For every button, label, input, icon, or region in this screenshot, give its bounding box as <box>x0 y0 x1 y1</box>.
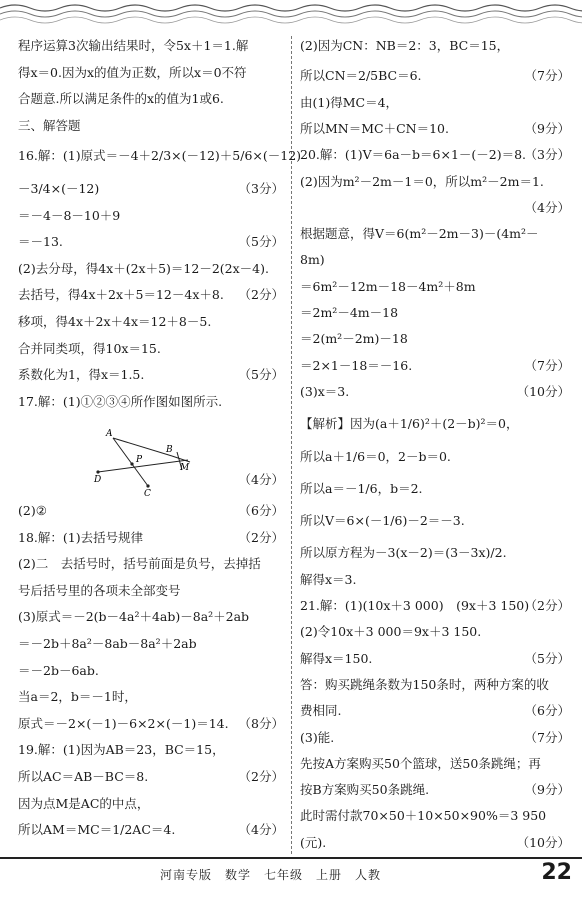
point-p <box>130 462 133 465</box>
answer-text: (2)二 去括号时，括号前面是负号，去掉括 <box>18 556 261 572</box>
answer-text: (元). <box>300 834 327 850</box>
answer-text: ＝6m²－12m－18－4m²＋8m <box>300 278 476 294</box>
score-mark: （3分） <box>524 147 570 163</box>
answer-line <box>300 730 570 746</box>
answer-line <box>300 782 570 798</box>
answer-text: ＝2m²－4m－18 <box>300 305 399 320</box>
answer-line <box>18 663 284 679</box>
answer-text: ＝－4－8－10＋9 <box>18 207 121 223</box>
answer-line <box>18 208 284 224</box>
answer-text: 解得x＝150. <box>300 650 373 666</box>
segment-a-c <box>113 438 148 486</box>
answer-line <box>18 314 284 330</box>
answer-text: 当a＝2，b＝－1时， <box>18 689 137 705</box>
score-mark: （6分） <box>524 703 570 719</box>
answer-line <box>300 38 570 54</box>
answer-text: (3)原式＝－2(b－4a²＋4ab)－8a²＋2ab <box>18 609 250 625</box>
answer-text: 18.解：(1)去括号规律 <box>18 529 144 545</box>
score-mark: （4分） <box>238 472 284 488</box>
answer-text: 所以CN＝2/5BC＝6. <box>300 68 422 84</box>
answer-line <box>300 121 570 137</box>
score-mark: （10分） <box>516 383 570 399</box>
answer-line <box>300 449 570 465</box>
score-mark: （9分） <box>524 120 570 136</box>
segment-a-b <box>113 438 172 456</box>
answer-text: 根据题意，得V＝6(m²－2m－3)－(4m²－ <box>300 226 539 242</box>
answer-text: 由(1)得MC＝4， <box>300 94 399 110</box>
answer-text: 因为点M是AC的中点， <box>18 795 150 811</box>
answer-line <box>300 384 570 400</box>
answer-text: 此时需付款70×50＋10×50×90%＝3 950 <box>300 808 547 824</box>
answer-line <box>18 287 284 303</box>
answer-line <box>18 148 302 164</box>
page-number: 22 <box>541 860 572 885</box>
answer-line <box>300 252 570 268</box>
score-mark: （5分） <box>238 234 284 250</box>
answer-text: (2)令10x＋3 000＝9x＋3 150. <box>300 624 482 640</box>
answer-line <box>300 174 570 190</box>
answer-line <box>18 38 284 54</box>
answer-text: ＝2×1－18＝－16. <box>300 357 413 373</box>
answer-text: (3)能. <box>300 729 335 745</box>
answer-line <box>18 91 284 107</box>
label-p: P <box>136 455 143 465</box>
answer-line <box>18 822 284 838</box>
answer-text: 三、解答题 <box>18 117 81 133</box>
label-c: C <box>144 489 151 498</box>
answer-text: 合题意.所以满足条件的x的值为1或6. <box>18 91 224 107</box>
answer-line <box>18 367 284 383</box>
answer-text: 解得x＝3. <box>300 571 357 587</box>
answer-text: 20.解：(1)V＝6a－b＝6×1－(－2)＝8. <box>300 147 527 163</box>
line-d-m <box>98 460 188 472</box>
answer-text: 所以MN＝MC＋CN＝10. <box>300 120 449 136</box>
score-mark: （5分） <box>238 367 284 383</box>
score-mark: （2分） <box>238 287 284 303</box>
answer-text: 所以a＋1/6＝0，2－b＝0. <box>300 448 451 464</box>
footer-rule <box>0 857 582 859</box>
answer-text: ＝－13. <box>18 234 63 250</box>
score-mark: （8分） <box>238 715 284 731</box>
answer-line <box>18 341 284 357</box>
label-b: B <box>166 445 173 455</box>
answer-line <box>18 796 284 812</box>
score-mark: （7分） <box>524 729 570 745</box>
answer-text: 先按A方案购买50个篮球，送50条跳绳；再 <box>300 755 541 771</box>
score-mark: （2分） <box>238 529 284 545</box>
answer-line <box>300 68 570 84</box>
answer-text: 费相同. <box>300 703 342 719</box>
answer-line <box>18 769 284 785</box>
answer-line <box>300 545 570 561</box>
answer-text: (2)因为m²－2m－1＝0，所以m²－2m＝1. <box>300 173 544 189</box>
answer-text: 移项，得4x＋2x＋4x＝12＋8－5. <box>18 314 212 329</box>
answer-text: (2)去分母，得4x＋(2x＋5)＝12－2(2x－4). <box>18 260 269 276</box>
answer-text: 所以AC＝AB－BC＝8. <box>18 769 149 784</box>
answer-line <box>300 95 570 111</box>
answer-line <box>300 598 570 614</box>
answer-line <box>300 305 570 321</box>
answer-line <box>300 358 570 374</box>
footer-text: 河南专版 数学 七年级 上册 人教 <box>160 868 382 882</box>
answer-line <box>18 556 284 572</box>
answer-text: 8m) <box>300 252 325 268</box>
answer-text: ＝－2b＋8a²－8ab－8a²＋2ab <box>18 636 197 651</box>
score-mark: （9分） <box>524 782 570 798</box>
geometry-figure-q17 <box>80 426 210 498</box>
answer-line <box>18 636 284 652</box>
answer-line <box>300 279 570 295</box>
score-mark: （2分） <box>524 598 570 613</box>
score-mark: （3分） <box>238 181 284 196</box>
answer-line <box>300 416 570 432</box>
answer-line <box>300 572 570 588</box>
answer-text: 所以原方程为－3(x－2)＝(3－3x)/2. <box>300 545 507 561</box>
answer-text: 号后括号里的各项未全部变号 <box>18 582 181 598</box>
label-d: D <box>94 475 102 485</box>
answer-line <box>300 703 570 719</box>
answer-text: 得x＝0.因为x的值为正数，所以x＝0不符 <box>18 64 247 80</box>
answer-text: 21.解：(1)(10x＋3 000) (9x＋3 150) <box>300 598 530 613</box>
answer-line <box>300 835 570 851</box>
answer-text: 去括号，得4x＋2x＋5＝12－4x＋8. <box>18 287 224 303</box>
answer-line <box>300 226 570 242</box>
answer-text: ＝2(m²－2m)－18 <box>300 331 408 347</box>
answer-text: 16.解：(1)原式＝－4＋2/3×(－12)＋5/6×(－12) <box>18 148 302 164</box>
answer-text: 【解析】因为(a＋1/6)²＋(2－b)²＝0， <box>300 416 519 432</box>
answer-line <box>18 394 284 410</box>
point-c <box>146 484 149 487</box>
answer-line <box>300 513 570 529</box>
answer-line <box>300 624 570 640</box>
answer-line <box>300 481 570 497</box>
answer-text: 系数化为1，得x＝1.5. <box>18 367 145 383</box>
answer-line <box>300 808 570 824</box>
answer-text: (2)② <box>18 503 47 518</box>
answer-line <box>18 118 284 134</box>
answer-text: 程序运算3次输出结果时，令5x＋1＝1.解 <box>18 38 249 53</box>
score-mark: （4分） <box>524 199 570 215</box>
answer-text: 原式＝－2×(－1)－6×2×(－1)＝14. <box>18 715 229 731</box>
answer-text: 19.解：(1)因为AB＝23，BC＝15， <box>18 742 225 758</box>
score-mark: （6分） <box>238 503 284 518</box>
decorative-wave-border <box>0 0 582 30</box>
answer-text: 所以AM＝MC＝1/2AC＝4. <box>18 822 176 838</box>
answer-text: 答：购买跳绳条数为150条时，两种方案的收 <box>300 676 549 692</box>
score-mark: （2分） <box>238 769 284 784</box>
answer-text: (3)x＝3. <box>300 383 350 399</box>
answer-text: 所以V＝6×(－1/6)－2＝－3. <box>300 513 465 529</box>
answer-line <box>18 609 284 625</box>
score-mark: （5分） <box>524 650 570 666</box>
score-mark: （10分） <box>516 834 570 850</box>
answer-text: －3/4×(－12) <box>18 181 100 196</box>
answer-text: 按B方案购买50条跳绳. <box>300 782 430 798</box>
answer-line <box>18 583 284 599</box>
label-a: A <box>106 429 113 439</box>
answer-line <box>18 65 284 81</box>
score-mark: （4分） <box>238 822 284 838</box>
answer-line <box>18 742 284 758</box>
answer-line <box>300 147 570 163</box>
answer-line <box>300 677 570 693</box>
answer-line <box>300 651 570 667</box>
answer-line <box>18 261 284 277</box>
answer-text: 合并同类项，得10x＝15. <box>18 340 161 356</box>
answer-line <box>18 181 284 197</box>
point-d <box>96 470 99 473</box>
label-m: M <box>180 463 190 473</box>
score-mark: （7分） <box>524 357 570 373</box>
answer-line <box>18 530 284 546</box>
answer-line <box>300 756 570 772</box>
answer-text: ＝－2b－6ab. <box>18 662 99 678</box>
answer-line <box>300 331 570 347</box>
answer-line <box>18 234 284 250</box>
answer-line <box>18 689 284 705</box>
answer-text: 17.解：(1)①②③④所作图如图所示. <box>18 393 223 409</box>
score-mark: （7分） <box>524 68 570 84</box>
answer-line <box>18 503 284 519</box>
answer-line <box>18 716 284 732</box>
answer-text: (2)因为CN：NB＝2：3，BC＝15， <box>300 38 510 53</box>
answer-text: 所以a＝－1/6，b＝2. <box>300 480 423 496</box>
